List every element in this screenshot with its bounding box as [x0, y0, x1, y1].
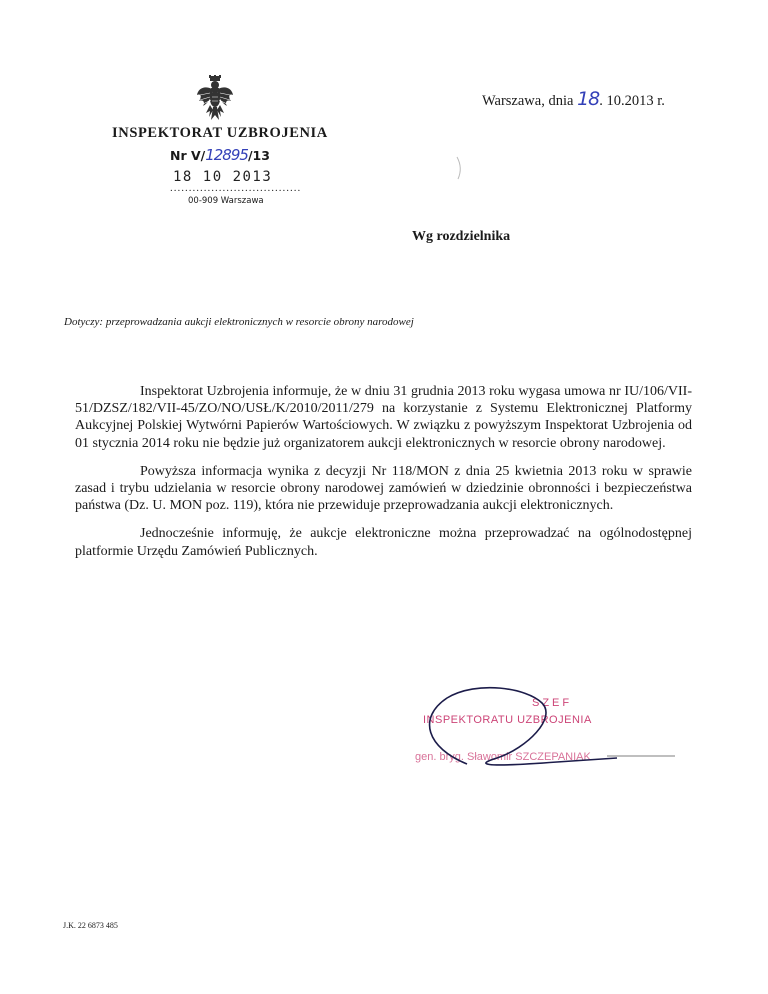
body-paragraph: Powyższa informacja wynika z decyzji Nr 118/MON z dnia 25 kwietnia 2013 roku w sprawie zasad i trybu udzielania w resorcie obrony narodowej zamówień w dziedzinie obronności i bezpieczeństwa państwa (Dz. U. MON poz. 119), która nie przewiduje przeprowadzania aukcji elektronicznych. — [75, 463, 692, 514]
body-paragraph: Inspektorat Uzbrojenia informuje, że w dniu 31 grudnia 2013 roku wygasa umowa nr IU/106/VII-51/DZSZ/182/VII-45/ZO/NO/USŁ/K/2010/2011/279 na korzystanie z Systemu Elektronicznej Platformy Aukcyjnej Polskiej Wytwórni Papierów Wartościowych. W związku z powyższym Inspektorat Uzbrojenia od 01 stycznia 2014 roku nie będzie już organizatorem aukcji elektronicznych w resorcie obrony narodowej. — [75, 384, 692, 451]
stamp-title: SZEF — [532, 697, 573, 709]
reference-prefix: Nr V/ — [170, 148, 206, 163]
date-prefix: Warszawa, dnia — [482, 93, 578, 109]
footer-reference: J.K. 22 6873 485 — [63, 921, 118, 930]
margin-mark — [456, 156, 464, 180]
body-paragraph: Jednocześnie informuję, że aukcje elektroniczne można przeprowadzać na ogólnodostępnej platformie Urzędu Zamówień Publicznych. — [75, 526, 692, 559]
polish-eagle-emblem-icon — [196, 75, 234, 121]
dotted-divider: ................................... — [170, 182, 302, 194]
letter-body — [75, 383, 692, 571]
signature-stamp — [407, 678, 677, 778]
subject-line: Dotyczy: przeprowadzania aukcji elektronicznych w resorcie obrony narodowej — [64, 316, 414, 328]
recipient: Wg rozdzielnika — [412, 229, 511, 244]
stamp-organization: INSPEKTORATU UZBROJENIA — [423, 714, 592, 726]
letter-date — [482, 88, 665, 110]
received-stamp-date: 18 10 2013 — [173, 169, 273, 185]
date-day-handwritten: 18 — [577, 88, 600, 110]
sender-organization: INSPEKTORAT UZBROJENIA — [112, 125, 328, 141]
stamp-name: gen. bryg. Sławomir SZCZEPANIAK — [415, 751, 591, 763]
date-suffix: . 10.2013 r. — [599, 93, 665, 109]
reference-handwritten: 12895 — [205, 146, 248, 164]
reference-number — [170, 146, 270, 164]
reference-suffix: /13 — [247, 148, 270, 163]
postal-code: 00-909 Warszawa — [188, 196, 264, 206]
